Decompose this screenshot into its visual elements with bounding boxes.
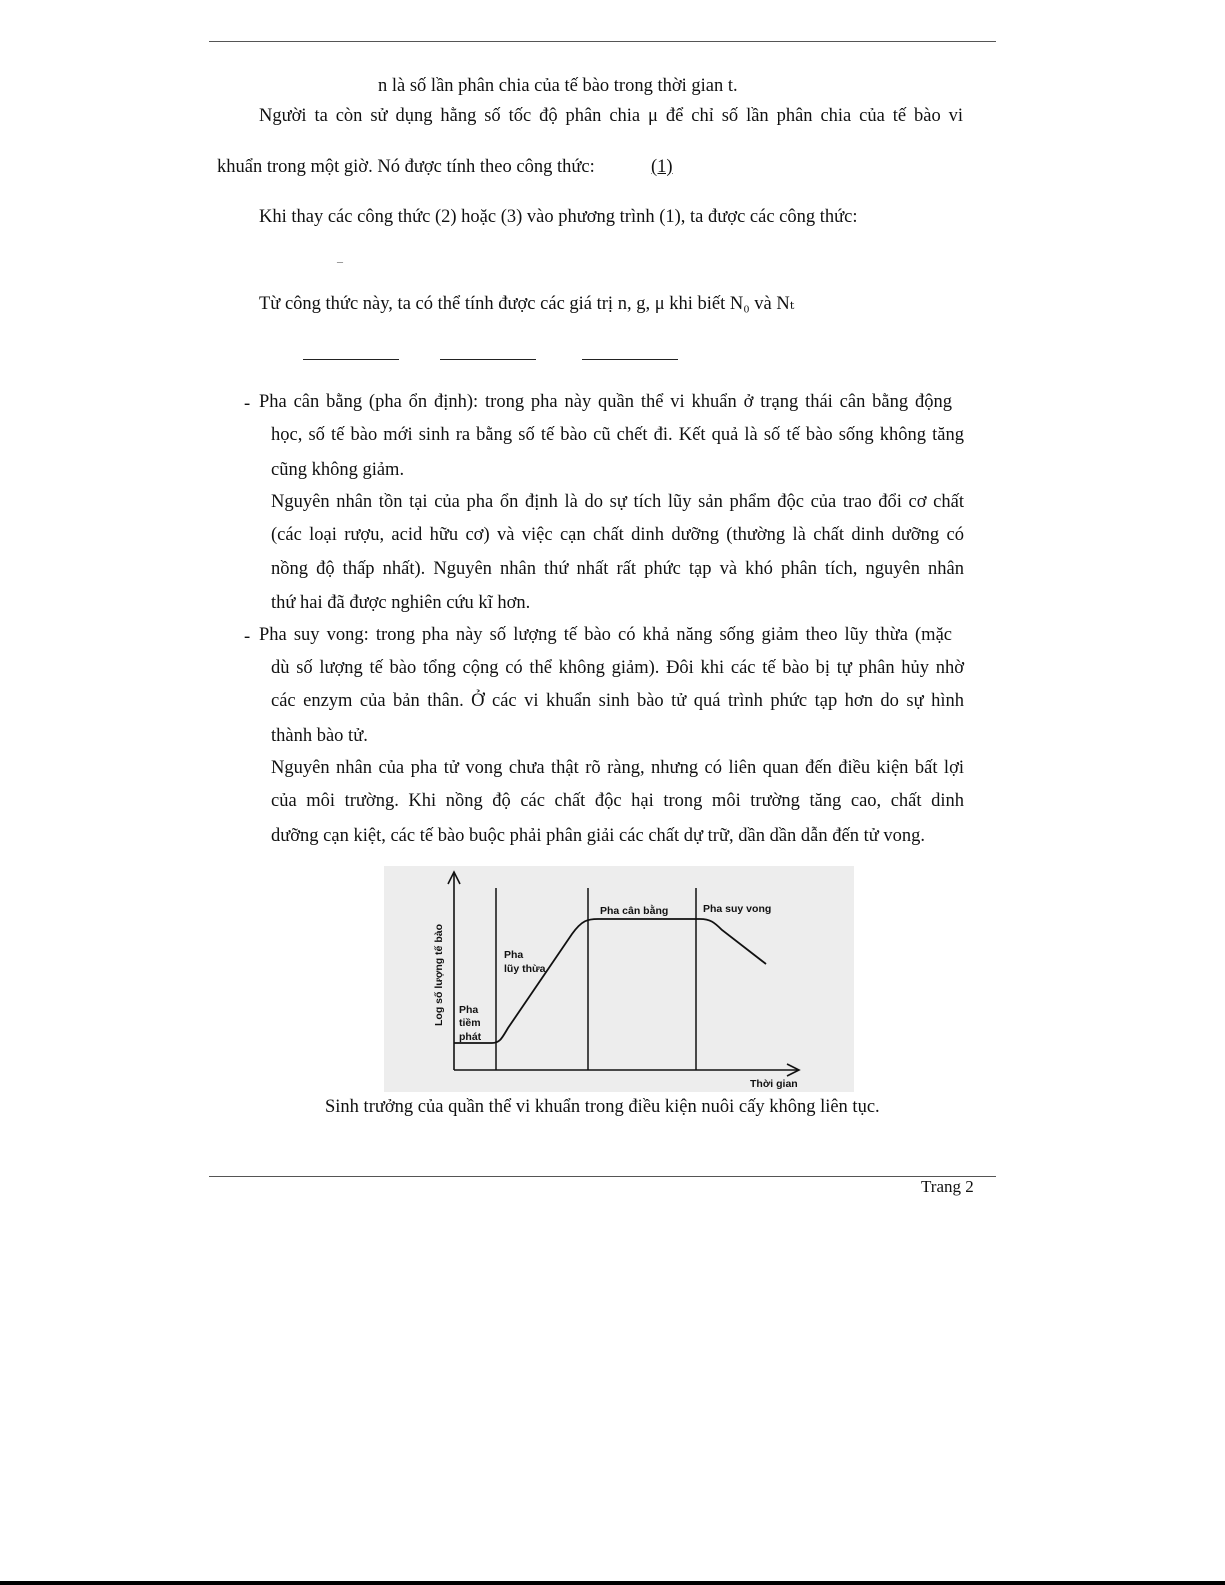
formula-blank-3 — [582, 359, 678, 360]
paragraph-line: (các loại rượu, acid hữu cơ) và việc cạn chất dinh dưỡng (thường là chất dinh dưỡng có — [271, 525, 964, 545]
x-axis-label: Thời gian — [750, 1078, 798, 1090]
paragraph-line: dưỡng cạn kiệt, các tế bào buộc phải phân giải các chất dự trữ, dần dần dẫn đến tử vong. — [271, 826, 925, 846]
paragraph-line: học, số tế bào mới sinh ra bằng số tế bào cũ chết đi. Kết quả là số tế bào sống không tăng — [271, 425, 964, 445]
paragraph-line: thành bào tử. — [271, 726, 368, 746]
paragraph-line: Pha suy vong: trong pha này số lượng tế bào có khả năng sống giảm theo lũy thừa (mặc — [259, 625, 952, 645]
substitution-line: Khi thay các công thức (2) hoặc (3) vào phương trình (1), ta được các công thức: — [259, 207, 858, 227]
paragraph-line: Nguyên nhân của pha tử vong chưa thật rõ ràng, nhưng có liên quan đến điều kiện bất lợi — [271, 758, 964, 778]
stationary-phase-label: Pha cân bằng — [600, 905, 669, 917]
bullet-dash-stationary: - — [244, 394, 251, 414]
label-line: phát — [459, 1031, 482, 1043]
bacterial-growth-curve-figure — [384, 866, 854, 1092]
paragraph-line: của môi trường. Khi nồng độ các chất độc hại trong môi trường tăng cao, chất dinh — [271, 791, 964, 811]
n-definition-line: n là số lần phân chia của tế bào trong thời gian t. — [378, 76, 738, 96]
equation-reference-1: (1) — [651, 157, 673, 177]
paragraph-line: các enzym của bản thân. Ở các vi khuẩn sinh bào tử quá trình phức tạp hơn do sự hình — [271, 691, 964, 711]
paragraph-line: nồng độ thấp nhất). Nguyên nhân thứ nhất rất phức tạp và khó phân tích, nguyên nhân — [271, 559, 964, 579]
paragraph-line: Pha cân bằng (pha ổn định): trong pha này quần thể vi khuẩn ở trạng thái cân bằng động — [259, 392, 952, 412]
decline-phase-label: Pha suy vong — [703, 903, 772, 915]
lag-phase-label — [459, 1004, 484, 1043]
figure-caption: Sinh trưởng của quần thể vi khuẩn trong điều kiện nuôi cấy không liên tục. — [325, 1097, 880, 1117]
compute-values-line: Từ công thức này, ta có thể tính được các giá trị n, g, μ khi biết N₀ và Nₜ — [259, 294, 795, 314]
footer-rule — [209, 1176, 996, 1177]
y-axis-label: Log số lượng tế bào — [433, 924, 445, 1026]
bottom-edge-bar — [0, 1581, 1225, 1585]
mu-definition-line-1: Người ta còn sử dụng hằng số tốc độ phân chia μ để chỉ số lần phân chia của tế bào vi — [259, 106, 963, 126]
formula-blank-2 — [440, 359, 536, 360]
mu-definition-line-2: khuẩn trong một giờ. Nó được tính theo công thức: — [217, 157, 595, 177]
paragraph-line: cũng không giảm. — [271, 460, 405, 480]
label-line: Pha — [504, 949, 524, 961]
header-rule — [209, 41, 996, 42]
bullet-dash-decline: - — [244, 627, 251, 647]
page-number: Trang 2 — [921, 1177, 974, 1196]
formula-blank-1 — [303, 359, 399, 360]
paragraph-line: dù số lượng tế bào tổng cộng có thể không giảm). Đôi khi các tế bào bị tự phân hủy nhờ — [271, 658, 964, 678]
paragraph-line: Nguyên nhân tồn tại của pha ổn định là do sự tích lũy sản phẩm độc của trao đổi cơ chất — [271, 492, 964, 512]
label-line: Pha — [459, 1004, 479, 1016]
stray-mark: – — [337, 254, 343, 268]
label-line: lũy thừa — [504, 963, 546, 975]
label-line: tiềm — [459, 1017, 481, 1029]
paragraph-line: thứ hai đã được nghiên cứu kĩ hơn. — [271, 593, 531, 613]
